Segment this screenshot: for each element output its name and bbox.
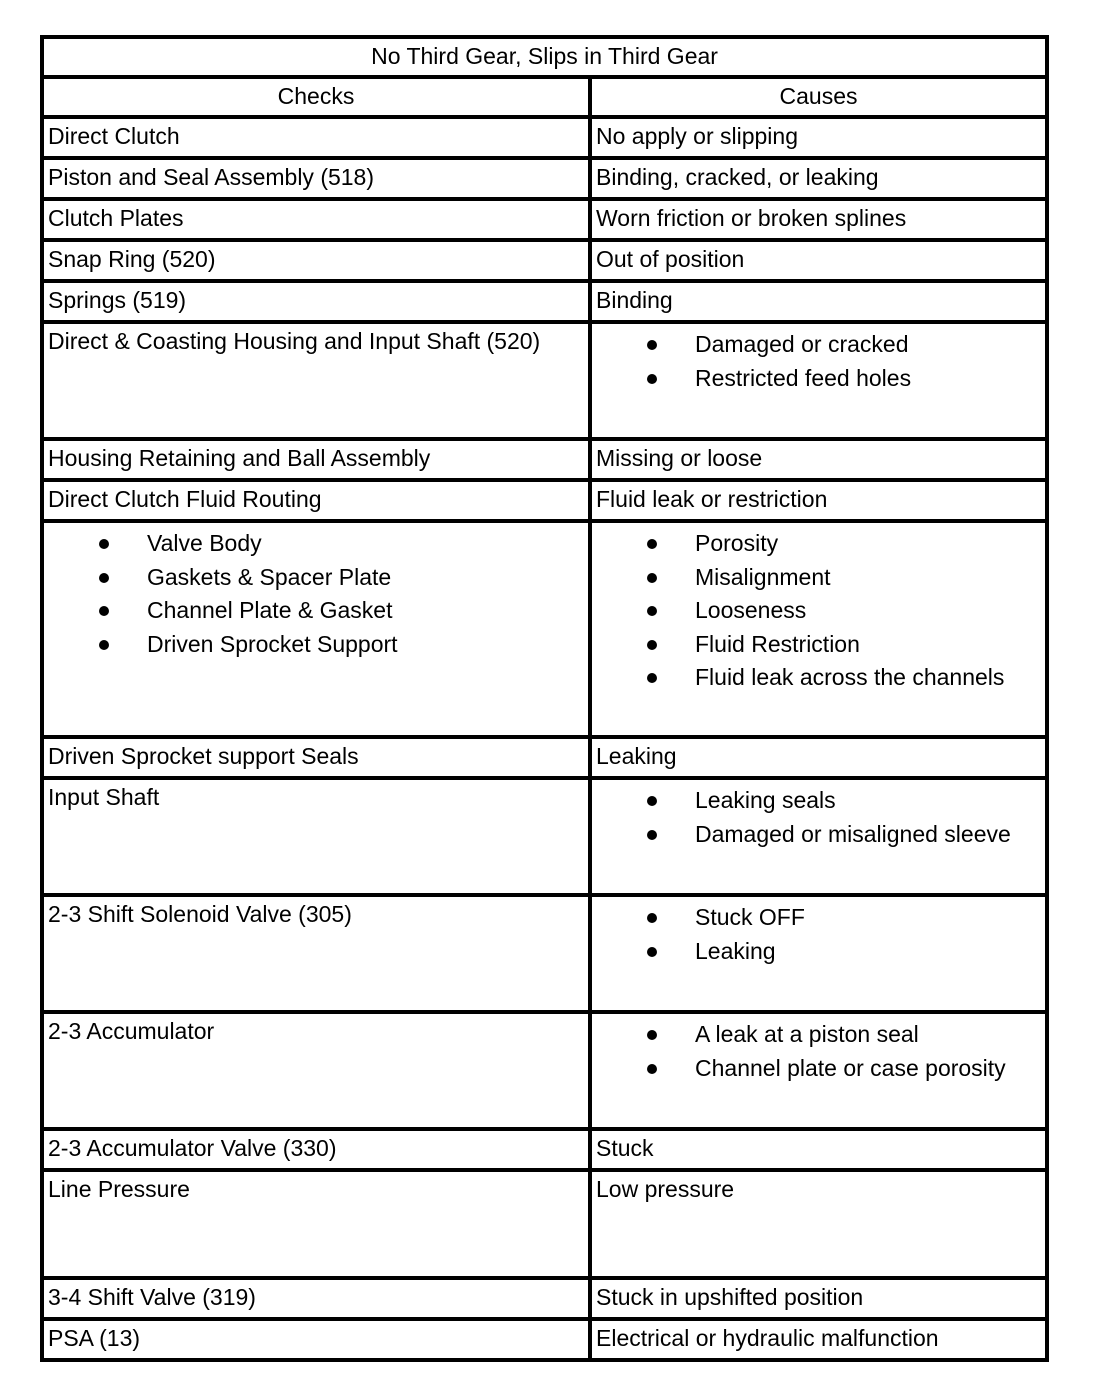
bullet-icon bbox=[647, 340, 657, 350]
cause-text: Worn friction or broken splines bbox=[596, 205, 907, 231]
table-row bbox=[42, 439, 1047, 480]
bullet-icon bbox=[647, 1064, 657, 1074]
cause-item-text: Restricted feed holes bbox=[695, 364, 912, 391]
cause-cell bbox=[590, 439, 1047, 480]
cause-list-item bbox=[592, 628, 1045, 662]
cause-list-item bbox=[592, 901, 1045, 935]
cause-item-text: Porosity bbox=[695, 530, 779, 556]
check-cell bbox=[42, 281, 590, 322]
cause-text: Out of position bbox=[596, 246, 745, 272]
check-text: 2-3 Shift Solenoid Valve (305) bbox=[48, 901, 352, 927]
table-row bbox=[42, 1129, 1047, 1170]
cause-cell bbox=[590, 895, 1047, 1012]
bullet-icon bbox=[647, 947, 657, 957]
check-cell bbox=[42, 322, 590, 439]
cause-list bbox=[592, 784, 1045, 851]
cause-item-text: Damaged or misaligned sleeve bbox=[695, 820, 1011, 847]
check-list-item bbox=[44, 628, 588, 662]
bullet-icon bbox=[647, 539, 657, 549]
cause-item-text: Misalignment bbox=[695, 563, 831, 590]
cause-list-item bbox=[592, 594, 1045, 628]
cause-cell bbox=[590, 240, 1047, 281]
table-row bbox=[42, 521, 1047, 737]
check-list-item bbox=[44, 594, 588, 628]
check-cell bbox=[42, 521, 590, 737]
cause-list-item bbox=[592, 527, 1045, 561]
cause-cell bbox=[590, 117, 1047, 158]
check-list-item bbox=[44, 527, 588, 561]
check-cell bbox=[42, 199, 590, 240]
cause-text: Fluid leak or restriction bbox=[596, 486, 828, 512]
check-cell bbox=[42, 1012, 590, 1129]
cause-list-item bbox=[592, 328, 1045, 362]
cause-list-item bbox=[592, 935, 1045, 969]
bullet-icon bbox=[99, 539, 109, 549]
cause-cell bbox=[590, 322, 1047, 439]
check-cell bbox=[42, 1170, 590, 1278]
table-row bbox=[42, 117, 1047, 158]
cause-cell bbox=[590, 1319, 1047, 1360]
table-row bbox=[42, 322, 1047, 439]
check-cell bbox=[42, 1278, 590, 1319]
check-text: Direct & Coasting Housing and Input Shaft (520) bbox=[48, 328, 541, 354]
check-text: Driven Sprocket support Seals bbox=[48, 743, 359, 769]
bullet-icon bbox=[647, 673, 657, 683]
table-row bbox=[42, 895, 1047, 1012]
check-cell bbox=[42, 1129, 590, 1170]
check-text: Piston and Seal Assembly (518) bbox=[48, 164, 375, 190]
table-row bbox=[42, 737, 1047, 778]
cause-item-text: A leak at a piston seal bbox=[695, 1021, 919, 1047]
table-row bbox=[42, 480, 1047, 521]
cause-text: Leaking bbox=[596, 743, 677, 769]
check-cell bbox=[42, 895, 590, 1012]
cause-list-item bbox=[592, 818, 1045, 852]
cause-cell bbox=[590, 1012, 1047, 1129]
cause-list-item bbox=[592, 1052, 1045, 1086]
check-text: Clutch Plates bbox=[48, 205, 184, 231]
table-row bbox=[42, 158, 1047, 199]
check-list bbox=[44, 527, 588, 661]
table-row bbox=[42, 1012, 1047, 1129]
cause-list bbox=[592, 901, 1045, 968]
check-cell bbox=[42, 439, 590, 480]
bullet-icon bbox=[647, 913, 657, 923]
cause-list-item bbox=[592, 362, 1045, 396]
cause-list bbox=[592, 328, 1045, 395]
table-row bbox=[42, 1319, 1047, 1360]
cause-text: Missing or loose bbox=[596, 445, 763, 471]
cause-text: No apply or slipping bbox=[596, 123, 799, 149]
cause-text: Stuck in upshifted position bbox=[596, 1284, 864, 1310]
cause-list bbox=[592, 1018, 1045, 1085]
bullet-icon bbox=[647, 830, 657, 840]
check-text: 3-4 Shift Valve (319) bbox=[48, 1284, 256, 1310]
cause-cell bbox=[590, 521, 1047, 737]
cause-item-text: Channel plate or case porosity bbox=[695, 1054, 1006, 1081]
table-row bbox=[42, 281, 1047, 322]
bullet-icon bbox=[99, 640, 109, 650]
check-text: Housing Retaining and Ball Assembly bbox=[48, 445, 431, 471]
cause-cell bbox=[590, 480, 1047, 521]
cause-text: Electrical or hydraulic malfunction bbox=[596, 1325, 939, 1351]
check-text: Direct Clutch Fluid Routing bbox=[48, 486, 322, 512]
cause-text: Binding, cracked, or leaking bbox=[596, 164, 879, 190]
table-row bbox=[42, 1170, 1047, 1278]
bullet-icon bbox=[647, 796, 657, 806]
bullet-icon bbox=[647, 606, 657, 616]
cause-list-item bbox=[592, 784, 1045, 818]
check-list-item bbox=[44, 561, 588, 595]
table-row bbox=[42, 1278, 1047, 1319]
cause-item-text: Leaking seals bbox=[695, 787, 836, 813]
cause-list-item bbox=[592, 1018, 1045, 1052]
bullet-icon bbox=[647, 374, 657, 384]
cause-cell bbox=[590, 1278, 1047, 1319]
cause-list bbox=[592, 527, 1045, 695]
cause-text: Binding bbox=[596, 287, 673, 313]
check-text: 2-3 Accumulator Valve (330) bbox=[48, 1135, 337, 1161]
cause-cell bbox=[590, 737, 1047, 778]
cause-list-item bbox=[592, 661, 1045, 695]
check-cell bbox=[42, 737, 590, 778]
cause-cell bbox=[590, 158, 1047, 199]
cause-item-text: Leaking bbox=[695, 937, 776, 964]
table-row bbox=[42, 778, 1047, 895]
cause-text: Low pressure bbox=[596, 1176, 735, 1202]
check-cell bbox=[42, 240, 590, 281]
check-text: Input Shaft bbox=[48, 784, 160, 810]
bullet-icon bbox=[647, 640, 657, 650]
check-cell bbox=[42, 117, 590, 158]
check-text: Line Pressure bbox=[48, 1176, 190, 1202]
check-cell bbox=[42, 158, 590, 199]
check-item-text: Valve Body bbox=[147, 530, 262, 556]
cause-item-text: Fluid Restriction bbox=[695, 630, 860, 657]
check-text: Springs (519) bbox=[48, 287, 187, 313]
check-item-text: Channel Plate & Gasket bbox=[147, 597, 393, 623]
check-text: 2-3 Accumulator bbox=[48, 1018, 215, 1044]
diagnostic-table bbox=[40, 35, 1049, 1362]
cause-list-item bbox=[592, 561, 1045, 595]
check-cell bbox=[42, 1319, 590, 1360]
column-header-checks: Checks bbox=[42, 77, 590, 117]
check-cell bbox=[42, 778, 590, 895]
cause-item-text: Fluid leak across the channels bbox=[695, 664, 1005, 690]
bullet-icon bbox=[647, 1030, 657, 1040]
check-cell bbox=[42, 480, 590, 521]
cause-cell bbox=[590, 778, 1047, 895]
cause-item-text: Damaged or cracked bbox=[695, 331, 909, 357]
check-text: Direct Clutch bbox=[48, 123, 180, 149]
cause-item-text: Stuck OFF bbox=[695, 904, 805, 930]
table-title: No Third Gear, Slips in Third Gear bbox=[42, 37, 1047, 77]
check-text: PSA (13) bbox=[48, 1325, 141, 1351]
cause-cell bbox=[590, 199, 1047, 240]
cause-cell bbox=[590, 281, 1047, 322]
bullet-icon bbox=[647, 573, 657, 583]
column-header-causes: Causes bbox=[590, 77, 1047, 117]
bullet-icon bbox=[99, 606, 109, 616]
check-item-text: Driven Sprocket Support bbox=[147, 630, 398, 657]
cause-cell bbox=[590, 1129, 1047, 1170]
cause-item-text: Looseness bbox=[695, 597, 807, 623]
cause-cell bbox=[590, 1170, 1047, 1278]
check-item-text: Gaskets & Spacer Plate bbox=[147, 563, 392, 590]
check-text: Snap Ring (520) bbox=[48, 246, 216, 272]
table-row bbox=[42, 199, 1047, 240]
cause-text: Stuck bbox=[596, 1135, 654, 1161]
bullet-icon bbox=[99, 573, 109, 583]
table-row bbox=[42, 240, 1047, 281]
